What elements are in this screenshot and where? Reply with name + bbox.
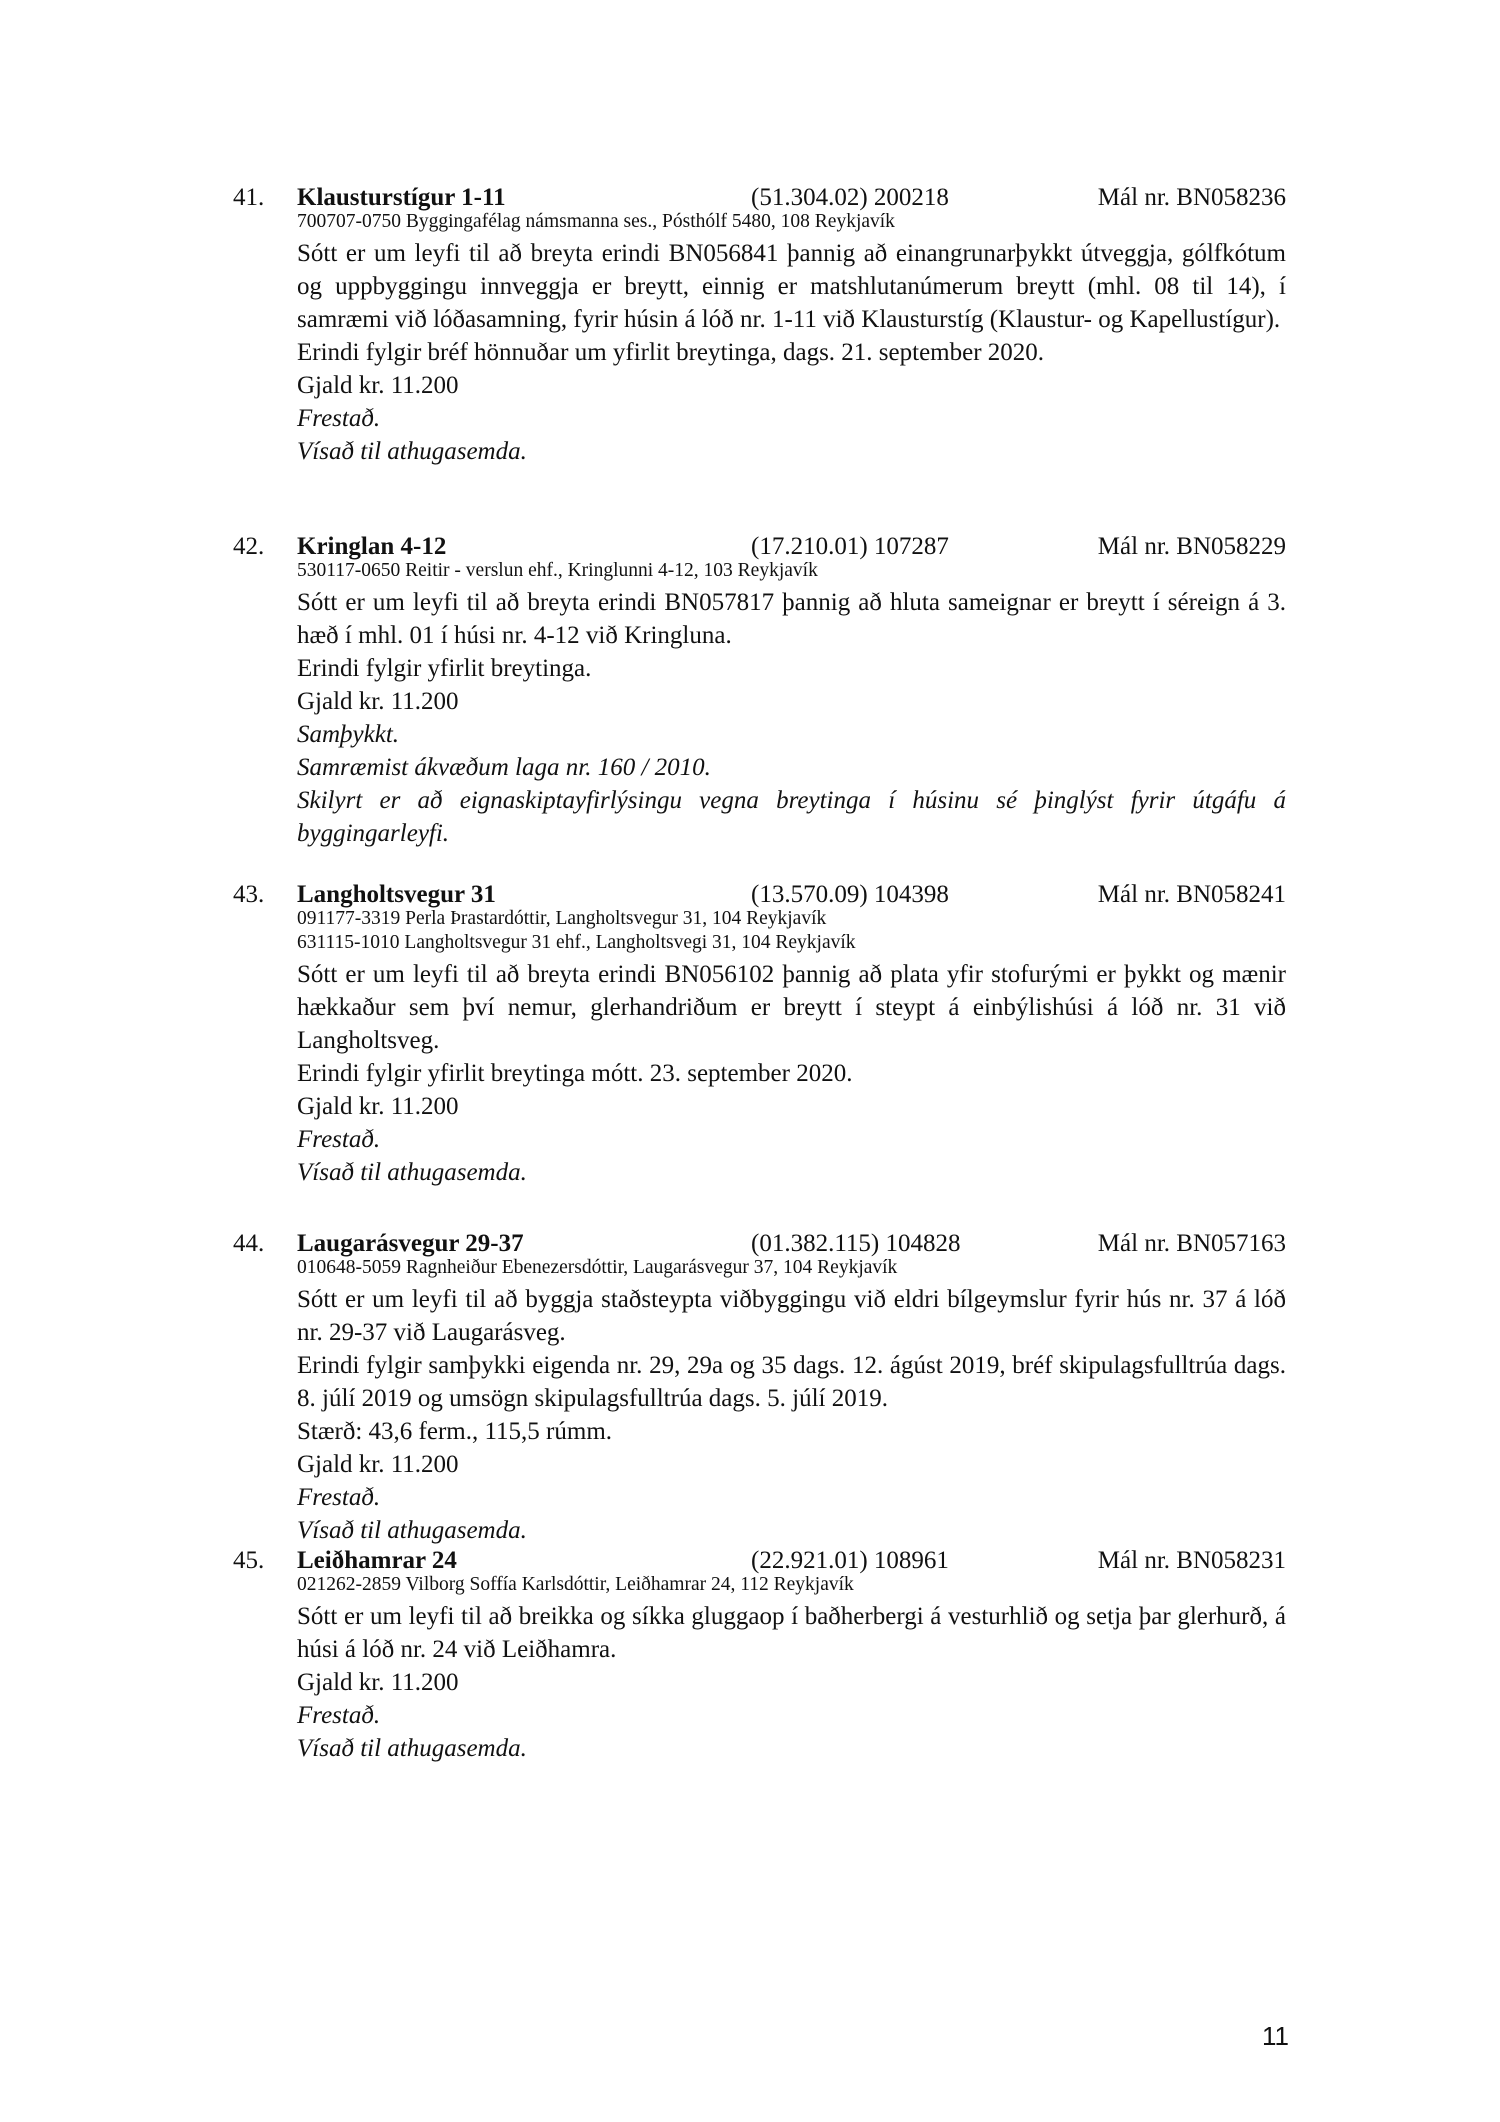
item-header — [233, 530, 1286, 563]
land-reference: (13.570.09) 104398 — [751, 881, 949, 908]
item-decision: Frestað. — [297, 1126, 381, 1153]
item-decision: Samþykkt. — [297, 721, 400, 748]
item-description: Sótt er um leyfi til að breyta erindi BN056102 þannig að plata yfir stofurými er þykkt og mænir hækkaður sem því nemur, glerhandriðum er breytt í steypt á einbýlishúsi á lóð nr. 31 við Langholtsveg. — [297, 961, 1286, 1054]
item-header — [233, 1544, 1286, 1577]
item-number: 44. — [233, 1230, 265, 1257]
applicant: 530117-0650 Reitir - verslun ehf., Kringlunni 4-12, 103 Reykjavík — [297, 560, 818, 581]
item-title: Leiðhamrar 24 — [297, 1547, 457, 1574]
item-decision: Frestað. — [297, 1484, 381, 1511]
item-fee: Gjald kr. 11.200 — [297, 1093, 459, 1120]
case-number: Mál nr. BN058236 — [1097, 184, 1286, 211]
item-number: 45. — [233, 1547, 265, 1574]
item-description: Sótt er um leyfi til að breikka og síkka gluggaop í baðherbergi á vesturhlið og setja þar glerhurð, á húsi á lóð nr. 24 við Leiðhamra. — [297, 1603, 1286, 1663]
item-decision: Vísað til athugasemda. — [297, 438, 527, 465]
page-number: 11 — [1262, 2021, 1289, 2051]
land-reference: (01.382.115) 104828 — [751, 1230, 961, 1257]
applicant: 091177-3319 Perla Þrastardóttir, Langholtsvegur 31, 104 Reykjavík — [297, 908, 827, 929]
item-title: Klausturstígur 1-11 — [297, 184, 506, 211]
item-note: Erindi fylgir yfirlit breytinga. — [297, 655, 592, 682]
item-fee: Gjald kr. 11.200 — [297, 372, 459, 399]
item-decision: Vísað til athugasemda. — [297, 1517, 527, 1544]
applicant: 010648-5059 Ragnheiður Ebenezersdóttir, Laugarásvegur 37, 104 Reykjavík — [297, 1257, 898, 1278]
applicant: 631115-1010 Langholtsvegur 31 ehf., Langholtsvegi 31, 104 Reykjavík — [297, 932, 856, 953]
land-reference: (17.210.01) 107287 — [751, 533, 949, 560]
item-note: Erindi fylgir yfirlit breytinga mótt. 23. september 2020. — [297, 1060, 853, 1087]
applicant: 021262-2859 Vilborg Soffía Karlsdóttir, Leiðhamrar 24, 112 Reykjavík — [297, 1574, 854, 1595]
item-number: 43. — [233, 881, 265, 908]
item-fee: Gjald kr. 11.200 — [297, 1451, 459, 1478]
item-description: Sótt er um leyfi til að breyta erindi BN056841 þannig að einangrunarþykkt útveggja, gólfkótum og uppbyggingu innveggja er breytt, einnig er matshlutanúmerum breytt (mhl. 08 til 14), í samræmi við lóðasamning, fyrir húsin á lóð nr. 1-11 við Klausturstíg (Klaustur- og Kapellustígur). — [297, 240, 1286, 333]
item-title: Kringlan 4-12 — [297, 533, 447, 560]
item-number: 41. — [233, 184, 265, 211]
agenda-item — [233, 1227, 1286, 1547]
land-reference: (22.921.01) 108961 — [751, 1547, 949, 1574]
item-header — [233, 181, 1286, 214]
item-description: Sótt er um leyfi til að breyta erindi BN057817 þannig að hluta sameignar er breytt í séreign á 3. hæð í mhl. 01 í húsi nr. 4-12 við Kringluna. — [297, 589, 1286, 649]
item-header — [233, 1227, 1286, 1260]
case-number: Mál nr. BN058231 — [1097, 1547, 1286, 1574]
item-condition: Skilyrt er að eignaskiptayfirlýsingu vegna breytinga í húsinu sé þinglýst fyrir útgáfu á byggingarleyfi. — [297, 787, 1286, 847]
item-decision: Vísað til athugasemda. — [297, 1735, 527, 1762]
case-number: Mál nr. BN058229 — [1097, 533, 1286, 560]
agenda-item — [233, 878, 1286, 1189]
case-number: Mál nr. BN057163 — [1097, 1230, 1286, 1257]
item-decision: Vísað til athugasemda. — [297, 1159, 527, 1186]
item-number: 42. — [233, 533, 265, 560]
item-title: Langholtsvegur 31 — [297, 881, 496, 908]
agenda-item — [233, 181, 1286, 468]
item-decision: Frestað. — [297, 1702, 381, 1729]
item-fee: Gjald kr. 11.200 — [297, 1669, 459, 1696]
land-reference: (51.304.02) 200218 — [751, 184, 949, 211]
item-title: Laugarásvegur 29-37 — [297, 1230, 524, 1257]
case-number: Mál nr. BN058241 — [1097, 881, 1286, 908]
agenda-item — [233, 530, 1286, 850]
item-description: Sótt er um leyfi til að byggja staðsteypta viðbyggingu við eldri bílgeymslur fyrir hús nr. 37 á lóð nr. 29-37 við Laugarásveg. — [297, 1286, 1286, 1346]
item-note: Stærð: 43,6 ferm., 115,5 rúmm. — [297, 1418, 613, 1445]
item-header — [233, 878, 1286, 911]
agenda-item — [233, 1544, 1286, 1765]
item-note: Erindi fylgir samþykki eigenda nr. 29, 29a og 35 dags. 12. ágúst 2019, bréf skipulagsfulltrúa dags. 8. júlí 2019 og umsögn skipulagsfulltrúa dags. 5. júlí 2019. — [297, 1352, 1286, 1412]
item-decision: Frestað. — [297, 405, 381, 432]
item-note: Erindi fylgir bréf hönnuðar um yfirlit breytinga, dags. 21. september 2020. — [297, 339, 1045, 366]
item-decision: Samræmist ákvæðum laga nr. 160 / 2010. — [297, 754, 711, 781]
applicant: 700707-0750 Byggingafélag námsmanna ses., Pósthólf 5480, 108 Reykjavík — [297, 211, 895, 232]
item-fee: Gjald kr. 11.200 — [297, 688, 459, 715]
